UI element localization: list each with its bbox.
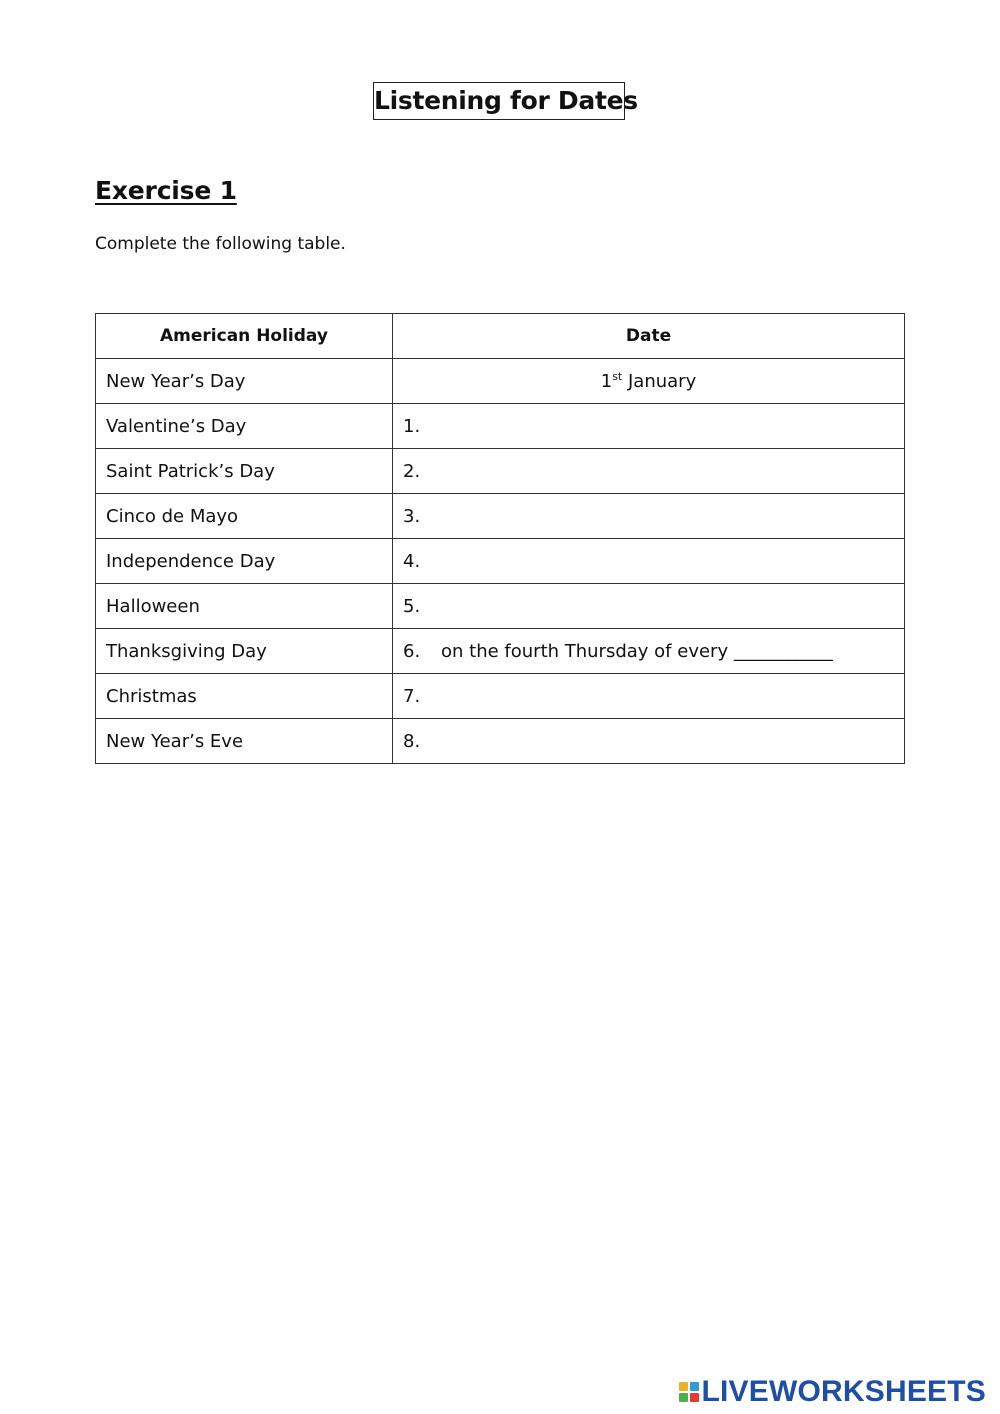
answer-cell-1[interactable]: [393, 404, 905, 449]
date-cell-example: [393, 359, 905, 404]
holiday-table: [95, 313, 905, 764]
header-date: Date: [393, 314, 905, 359]
table-header-row: [96, 314, 905, 359]
answer-cell-3[interactable]: [393, 494, 905, 539]
exercise-heading: Exercise 1: [95, 176, 237, 205]
holiday-cell: New Year’s Day: [96, 359, 393, 404]
item-number: 8.: [403, 730, 421, 752]
table-row: [96, 404, 905, 449]
table-row: [96, 494, 905, 539]
holiday-cell: New Year’s Eve: [96, 719, 393, 764]
table-row: [96, 539, 905, 584]
answer-text: on the fourth Thursday of every ___________: [441, 640, 833, 662]
date-ordinal-suffix: st: [612, 370, 623, 383]
item-number: 4.: [403, 550, 421, 572]
logo-square: [679, 1382, 688, 1391]
item-number: 7.: [403, 685, 421, 707]
page-title: Listening for Dates: [373, 82, 625, 120]
holiday-cell: Valentine’s Day: [96, 404, 393, 449]
item-number: 6.: [403, 640, 421, 662]
answer-cell-4[interactable]: [393, 539, 905, 584]
table-row: [96, 584, 905, 629]
item-number: 5.: [403, 595, 421, 617]
header-holiday: American Holiday: [96, 314, 393, 359]
item-number: 3.: [403, 505, 421, 527]
answer-cell-7[interactable]: [393, 674, 905, 719]
date-day: 1: [600, 371, 613, 392]
table-row: [96, 719, 905, 764]
logo-square: [679, 1393, 688, 1402]
item-number: 1.: [403, 415, 421, 437]
holiday-cell: Halloween: [96, 584, 393, 629]
holiday-cell: Thanksgiving Day: [96, 629, 393, 674]
answer-cell-5[interactable]: [393, 584, 905, 629]
table-row: [96, 629, 905, 674]
table-row: [96, 359, 905, 404]
answer-cell-2[interactable]: [393, 449, 905, 494]
liveworksheets-logo-icon: [679, 1382, 699, 1402]
answer-cell-8[interactable]: [393, 719, 905, 764]
holiday-cell: Christmas: [96, 674, 393, 719]
holiday-cell: Independence Day: [96, 539, 393, 584]
logo-text: LIVEWORKSHEETS: [701, 1375, 986, 1408]
answer-cell-6[interactable]: [393, 629, 905, 674]
date-month: January: [627, 371, 697, 392]
instruction-text: Complete the following table.: [95, 234, 346, 254]
holiday-cell: Saint Patrick’s Day: [96, 449, 393, 494]
liveworksheets-logo: [679, 1375, 987, 1409]
holiday-cell: Cinco de Mayo: [96, 494, 393, 539]
logo-square: [690, 1393, 699, 1402]
logo-square: [690, 1382, 699, 1391]
table-row: [96, 674, 905, 719]
table-row: [96, 449, 905, 494]
item-number: 2.: [403, 460, 421, 482]
